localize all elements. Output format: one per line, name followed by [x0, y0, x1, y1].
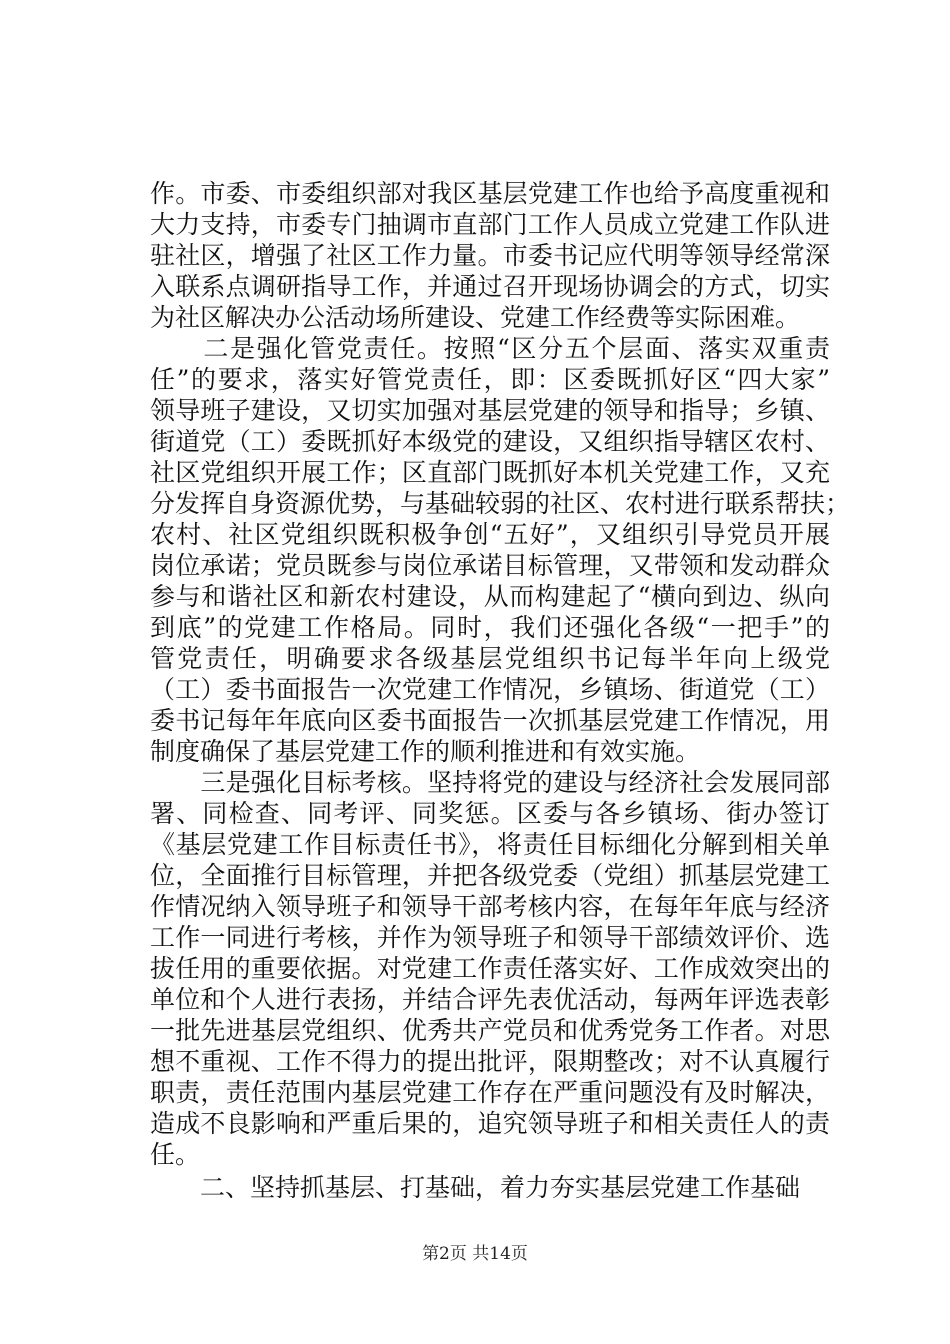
text-line: 工作一同进行考核，并作为领导班子和领导干部绩效评价、选 — [150, 923, 830, 952]
text-line: （工）委书面报告一次党建工作情况，乡镇场、街道党（工） — [150, 675, 830, 704]
text-line: 单位和个人进行表扬，并结合评先表优活动，每两年评选表彰 — [150, 985, 830, 1014]
text-line: 入联系点调研指导工作，并通过召开现场协调会的方式，切实 — [150, 272, 830, 301]
text-line: 岗位承诺；党员既参与岗位承诺目标管理，又带领和发动群众 — [150, 551, 830, 580]
text-line: 署、同检查、同考评、同奖惩。区委与各乡镇场、街办签订 — [150, 799, 830, 828]
text-line: 社区党组织开展工作；区直部门既抓好本机关党建工作，又充 — [150, 458, 830, 487]
text-line: 造成不良影响和严重后果的，追究领导班子和相关责任人的责 — [150, 1109, 830, 1138]
text-line: 大力支持，市委专门抽调市直部门工作人员成立党建工作队进 — [150, 210, 830, 239]
text-line: 委书记每年年底向区委书面报告一次抓基层党建工作情况，用 — [150, 706, 830, 735]
text-line: 位，全面推行目标管理，并把各级党委（党组）抓基层党建工 — [150, 861, 830, 890]
text-line: 参与和谐社区和新农村建设，从而构建起了“横向到边、纵向 — [150, 582, 830, 611]
text-line: 拔任用的重要依据。对党建工作责任落实好、工作成效突出的 — [150, 954, 830, 983]
text-line: 为社区解决办公活动场所建设、党建工作经费等实际困难。 — [150, 303, 801, 332]
text-line: 三是强化目标考核。坚持将党的建设与经济社会发展同部 — [150, 768, 830, 797]
text-line: 职责，责任范围内基层党建工作存在严重问题没有及时解决， — [150, 1078, 830, 1107]
text-line: 任。 — [150, 1140, 201, 1169]
text-line: 制度确保了基层党建工作的顺利推进和有效实施。 — [150, 737, 701, 766]
text-line: 任”的要求，落实好管党责任，即：区委既抓好区“四大家” — [150, 365, 830, 394]
section-heading: 二、坚持抓基层、打基础，着力夯实基层党建工作基础 — [150, 1173, 801, 1202]
text-line: 分发挥自身资源优势，与基础较弱的社区、农村进行联系帮扶； — [150, 489, 851, 518]
text-line: 作。市委、市委组织部对我区基层党建工作也给予高度重视和 — [150, 179, 830, 208]
text-line: 街道党（工）委既抓好本级党的建设，又组织指导辖区农村、 — [150, 427, 830, 456]
text-line: 管党责任，明确要求各级基层党组织书记每半年向上级党 — [150, 644, 830, 673]
text-line: 想不重视、工作不得力的提出批评，限期整改；对不认真履行 — [150, 1047, 830, 1076]
text-line: 到底”的党建工作格局。同时，我们还强化各级“一把手”的 — [150, 613, 830, 642]
text-line: 作情况纳入领导班子和领导干部考核内容，在每年年底与经济 — [150, 892, 830, 921]
text-line: 《基层党建工作目标责任书》，将责任目标细化分解到相关单 — [150, 830, 830, 859]
text-line: 领导班子建设，又切实加强对基层党建的领导和指导；乡镇、 — [150, 396, 830, 425]
page-footer: 第2页 共14页 — [422, 1244, 528, 1264]
text-line: 二是强化管党责任。按照“区分五个层面、落实双重责 — [150, 334, 830, 363]
text-line: 驻社区，增强了社区工作力量。市委书记应代明等领导经常深 — [150, 241, 830, 270]
text-line: 农村、社区党组织既积极争创“五好”，又组织引导党员开展 — [150, 520, 830, 549]
text-line: 一批先进基层党组织、优秀共产党员和优秀党务工作者。对思 — [150, 1016, 830, 1045]
